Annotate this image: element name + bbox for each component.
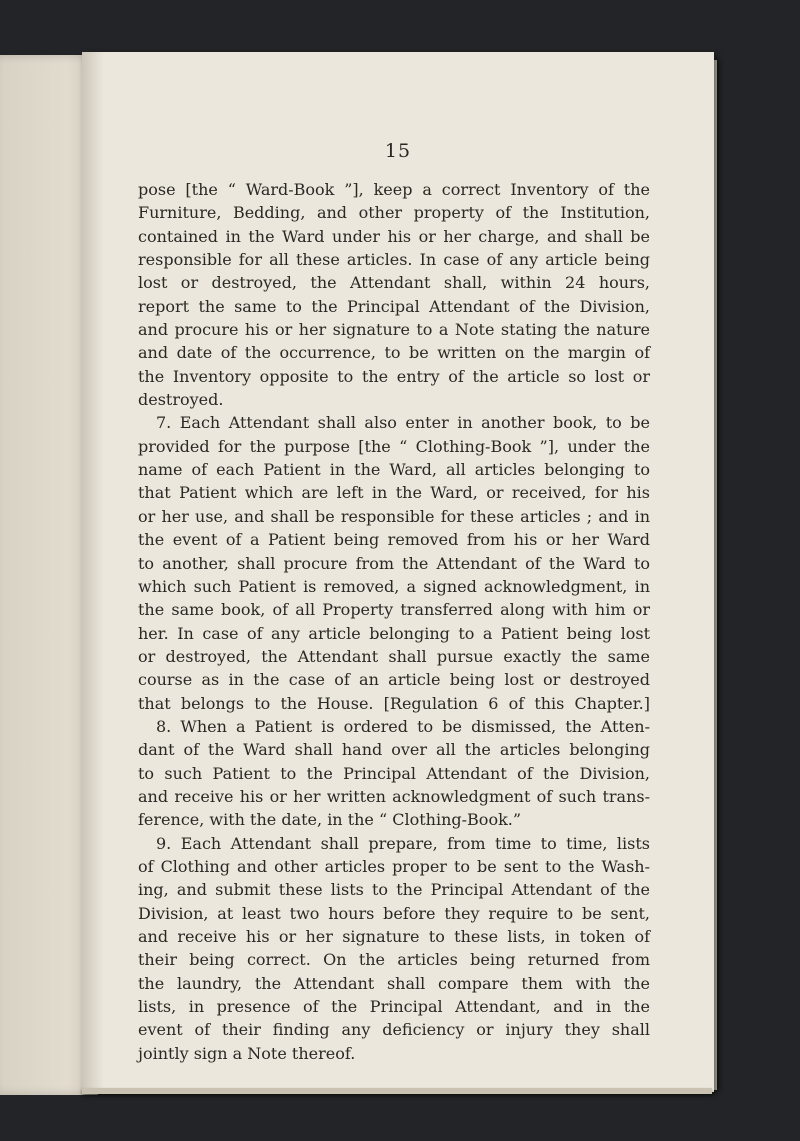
text-line: 8. When a Patient is ordered to be dismissed, the Atten- — [156, 716, 650, 736]
text-line: ing, and submit these lists to the Principal Attendant of the — [138, 880, 650, 900]
text-line: provided for the purpose [the “ Clothing-Book ”], under the — [138, 436, 650, 456]
text-line: report the same to the Principal Attendant of the Division, — [138, 296, 650, 316]
text-line: and date of the occurrence, to be written on the margin of — [138, 343, 650, 363]
text-line: course as in the case of an article being lost or destroyed — [138, 670, 650, 690]
text-line: lists, in presence of the Principal Attendant, and in the — [138, 997, 650, 1017]
text-line: her. In case of any article belonging to a Patient being lost — [138, 623, 650, 643]
text-line: dant of the Ward shall hand over all the articles belonging — [138, 740, 650, 760]
text-line: that Patient which are left in the Ward, or received, for his — [138, 483, 650, 503]
text-line: lost or destroyed, the Attendant shall, within 24 hours, — [138, 273, 650, 293]
text-line: or destroyed, the Attendant shall pursue exactly the same — [138, 646, 650, 666]
text-line: the laundry, the Attendant shall compare them with the — [138, 973, 650, 993]
text-line: the Inventory opposite to the entry of the article so lost or — [138, 366, 650, 386]
text-line: to such Patient to the Principal Attendant of the Division, — [138, 763, 650, 783]
text-line: responsible for all these articles. In case of any article being — [138, 250, 650, 270]
text-line: name of each Patient in the Ward, all articles belonging to — [138, 460, 650, 480]
text-line: the same book, of all Property transferred along with him or — [138, 600, 650, 620]
text-line: the event of a Patient being removed from his or her Ward — [138, 530, 650, 550]
text-line: jointly sign a Note thereof. — [138, 1043, 356, 1063]
text-line: ference, with the date, in the “ Clothing-Book.” — [138, 810, 522, 830]
text-line: destroyed. — [138, 390, 224, 410]
text-line: and procure his or her signature to a Note stating the nature — [138, 320, 650, 340]
book-page — [82, 52, 714, 1092]
text-line: which such Patient is removed, a signed acknowledgment, in — [138, 576, 650, 596]
text-line: of Clothing and other articles proper to be sent to the Wash- — [138, 856, 650, 876]
text-line: and receive his or her written acknowledgment of such trans- — [138, 786, 650, 806]
text-line: or her use, and shall be responsible for these articles ; and in — [138, 506, 650, 526]
page-number: 15 — [384, 140, 412, 162]
page-text — [138, 178, 650, 1065]
text-line: their being correct. On the articles being returned from — [138, 950, 650, 970]
text-line: event of their finding any deficiency or injury they shall — [138, 1020, 650, 1040]
text-line: and receive his or her signature to these lists, in token of — [138, 927, 650, 946]
text-line: pose [the “ Ward-Book ”], keep a correct Inventory of the — [138, 180, 650, 199]
text-line: contained in the Ward under his or her charge, and shall be — [138, 226, 650, 246]
text-line: to another, shall procure from the Attendant of the Ward to — [138, 553, 650, 573]
text-line: that belongs to the House. [Regulation 6 of this Chapter.] — [138, 693, 650, 713]
bottom-page-edge — [82, 1088, 712, 1094]
text-line: Furniture, Bedding, and other property of the Institution, — [138, 203, 650, 223]
text-line: Division, at least two hours before they require to be sent, — [138, 903, 650, 923]
text-line: 9. Each Attendant shall prepare, from time to time, lists — [156, 833, 650, 853]
text-line: 7. Each Attendant shall also enter in another book, to be — [156, 413, 650, 433]
